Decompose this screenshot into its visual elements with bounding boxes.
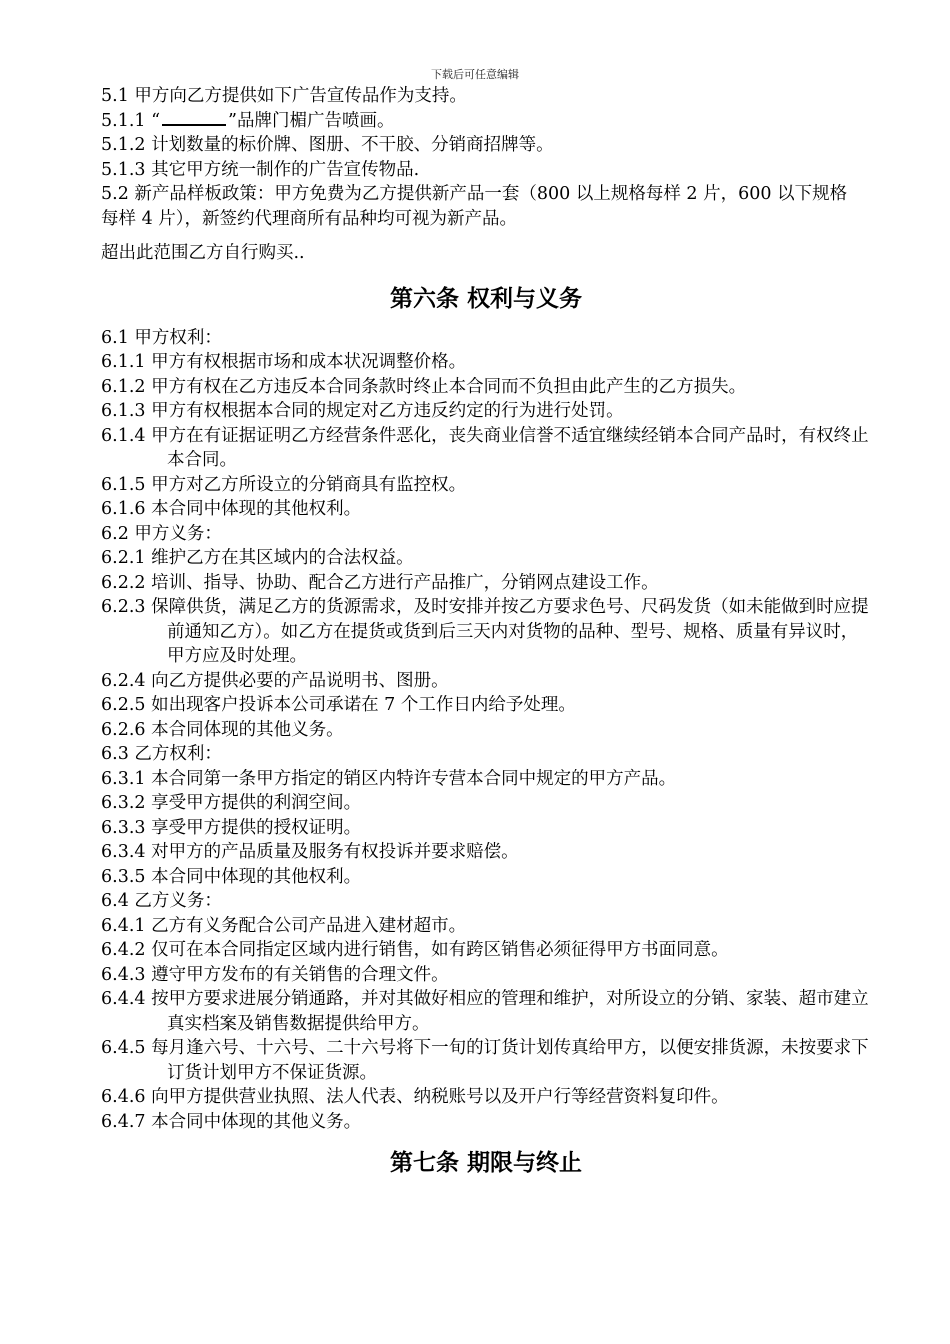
clause-6-line: 6.3.4 对甲方的产品质量及服务有权投诉并要求赔偿。 (101, 842, 519, 862)
clause-6-line: 6.4.2 仅可在本合同指定区域内进行销售，如有跨区销售必须征得甲方书面同意。 (101, 940, 729, 960)
clause-5-1-1-post: ”品牌门楣广告喷画。 (228, 110, 395, 131)
clause-6-line: 6.4.5 每月逢六号、十六号、二十六号将下一旬的订货计划传真给甲方，以便安排货源，未按要求下订货计划甲方不保证货源。 (101, 1038, 869, 1083)
clause-6-line: 6.3.3 享受甲方提供的授权证明。 (101, 817, 362, 838)
clause-5-1-1-pre: 5.1.1 “ (101, 110, 161, 131)
clause-6-line: 6.3.2 享受甲方提供的利润空间。 (101, 793, 362, 813)
clause-6-line: 6.4.1 乙方有义务配合公司产品进入建材超市。 (101, 915, 467, 936)
clause-6-line: 6.4.7 本合同中体现的其他义务。 (101, 1111, 362, 1132)
clause-5-1-3: 5.1.3 其它甲方统一制作的广告宣传物品. (101, 159, 420, 180)
brand-blank-underline (162, 110, 226, 126)
clause-6-line: 6.2.2 培训、指导、协助、配合乙方进行产品推广，分销网点建设工作。 (101, 572, 659, 593)
clause-6-line: 6.2.3 保障供货，满足乙方的货源需求，及时安排并按乙方要求色号、尺码发货（如未能做到时应提前通知乙方）。如乙方在提货或货到后三天内对货物的品种、型号、规格、质量有异议时，甲方应及时处理。 (101, 597, 869, 666)
clause-6-line: 6.3.5 本合同中体现的其他权利。 (101, 866, 362, 887)
clause-6-line: 6.2.6 本合同体现的其他义务。 (101, 719, 344, 740)
clause-5-1-2: 5.1.2 计划数量的标价牌、图册、不干胶、分销商招牌等。 (101, 135, 554, 155)
clause-5-1: 5.1 甲方向乙方提供如下广告宣传品作为支持。 (101, 86, 467, 106)
clause-6-line: 6.1.1 甲方有权根据市场和成本状况调整价格。 (101, 352, 467, 372)
clause-6-line: 6.1 甲方权利： (101, 327, 222, 348)
clause-6-line: 6.1.4 甲方在有证据证明乙方经营条件恶化，丧失商业信誉不适宜继续经销本合同产品时，有权终止本合同。 (101, 425, 869, 470)
clause-6-line: 6.2 甲方义务： (101, 523, 222, 544)
clause-5-2: 5.2 新产品样板政策：甲方免费为乙方提供新产品一套（800 以上规格每样 2 片，600 以下规格每样 4 片），新签约代理商所有品种均可视为新产品。 (101, 184, 848, 229)
contract-body (101, 84, 871, 1190)
header-note: 下载后可任意编辑 (431, 68, 519, 81)
clause-5-2-continued: 超出此范围乙方自行购买.. (101, 243, 305, 263)
clause-5-1-1 (101, 109, 871, 134)
clause-6-line: 6.4.4 按甲方要求进展分销通路，并对其做好相应的管理和维护，对所设立的分销、家装、超市建立真实档案及销售数据提供给甲方。 (101, 989, 869, 1034)
clause-6-line: 6.1.6 本合同中体现的其他权利。 (101, 499, 362, 519)
clause-6-line: 6.1.5 甲方对乙方所设立的分销商具有监控权。 (101, 474, 467, 495)
heading-article-6: 第六条 权利与义务 (389, 285, 582, 312)
clause-6-line: 6.2.5 如出现客户投诉本公司承诺在 7 个工作日内给予处理。 (101, 695, 576, 715)
clause-6-line: 6.1.3 甲方有权根据本合同的规定对乙方违反约定的行为进行处罚。 (101, 401, 624, 421)
article-6-clauses (101, 326, 871, 1135)
clause-6-line: 6.2.4 向乙方提供必要的产品说明书、图册。 (101, 670, 449, 691)
clause-6-line: 6.4.3 遵守甲方发布的有关销售的合理文件。 (101, 964, 449, 985)
clause-6-line: 6.4.6 向甲方提供营业执照、法人代表、纳税账号以及开户行等经营资料复印件。 (101, 1087, 729, 1107)
clause-6-line: 6.4 乙方义务： (101, 891, 222, 911)
clause-6-line: 6.3.1 本合同第一条甲方指定的销区内特许专营本合同中规定的甲方产品。 (101, 768, 677, 789)
heading-article-7: 第七条 期限与终止 (389, 1150, 582, 1176)
clause-6-line: 6.2.1 维护乙方在其区域内的合法权益。 (101, 548, 414, 568)
clause-6-line: 6.1.2 甲方有权在乙方违反本合同条款时终止本合同而不负担由此产生的乙方损失。 (101, 376, 747, 397)
clause-6-line: 6.3 乙方权利： (101, 744, 222, 764)
